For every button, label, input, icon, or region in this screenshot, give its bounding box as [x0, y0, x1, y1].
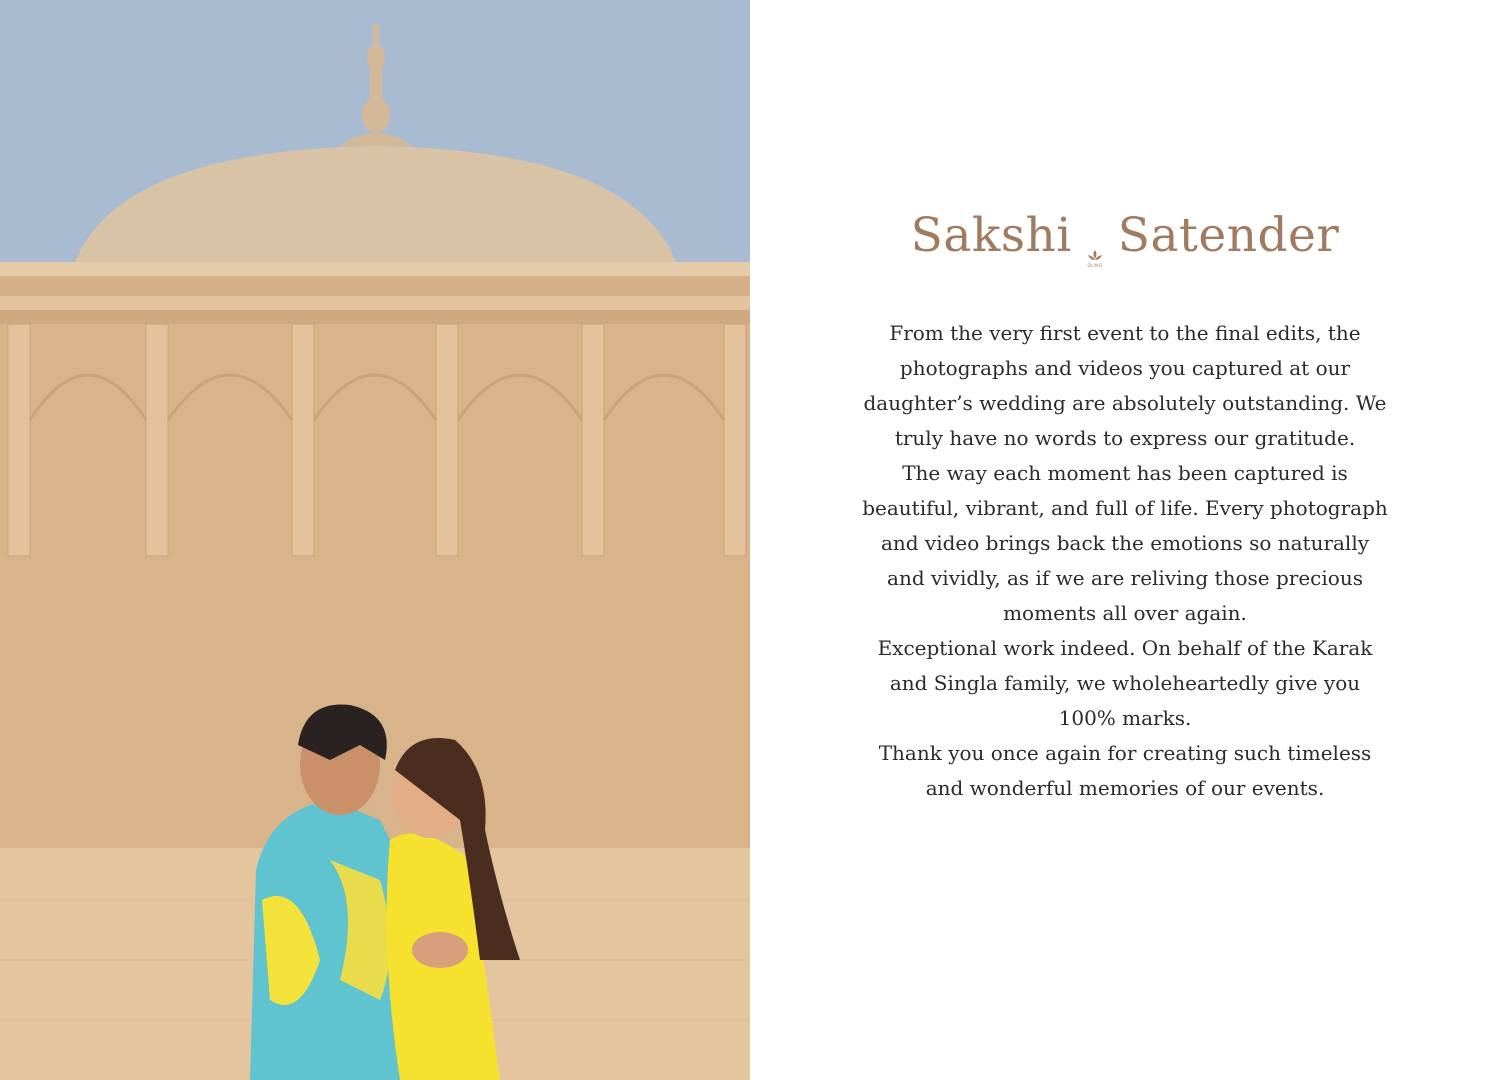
testimonial-paragraph: Thank you once again for creating such timeless and wonderful memories of our events.	[878, 741, 1372, 800]
testimonial-panel	[750, 0, 1500, 1080]
name-right: Satender	[1117, 208, 1340, 263]
name-left: Sakshi	[910, 208, 1072, 263]
lotus-logo-icon	[1086, 225, 1104, 268]
testimonial-paragraph: Exceptional work indeed. On behalf of the Karak and Singla family, we wholeheartedly give you 100% marks.	[877, 636, 1373, 730]
logo-text: DLMG	[1087, 264, 1103, 268]
testimonial-paragraph: From the very first event to the final edits, the photographs and videos you captured at our daughter’s wedding are absolutely outstanding. We truly have no words to express our gratitude.	[863, 321, 1387, 450]
testimonial-paragraph: The way each moment has been captured is beautiful, vibrant, and full of life. Every photograph and video brings back the emotions so naturally and vividly, as if we are reliving those precious moments all over again.	[862, 461, 1388, 625]
testimonial-text	[860, 316, 1390, 806]
couple-names-title	[750, 208, 1500, 268]
